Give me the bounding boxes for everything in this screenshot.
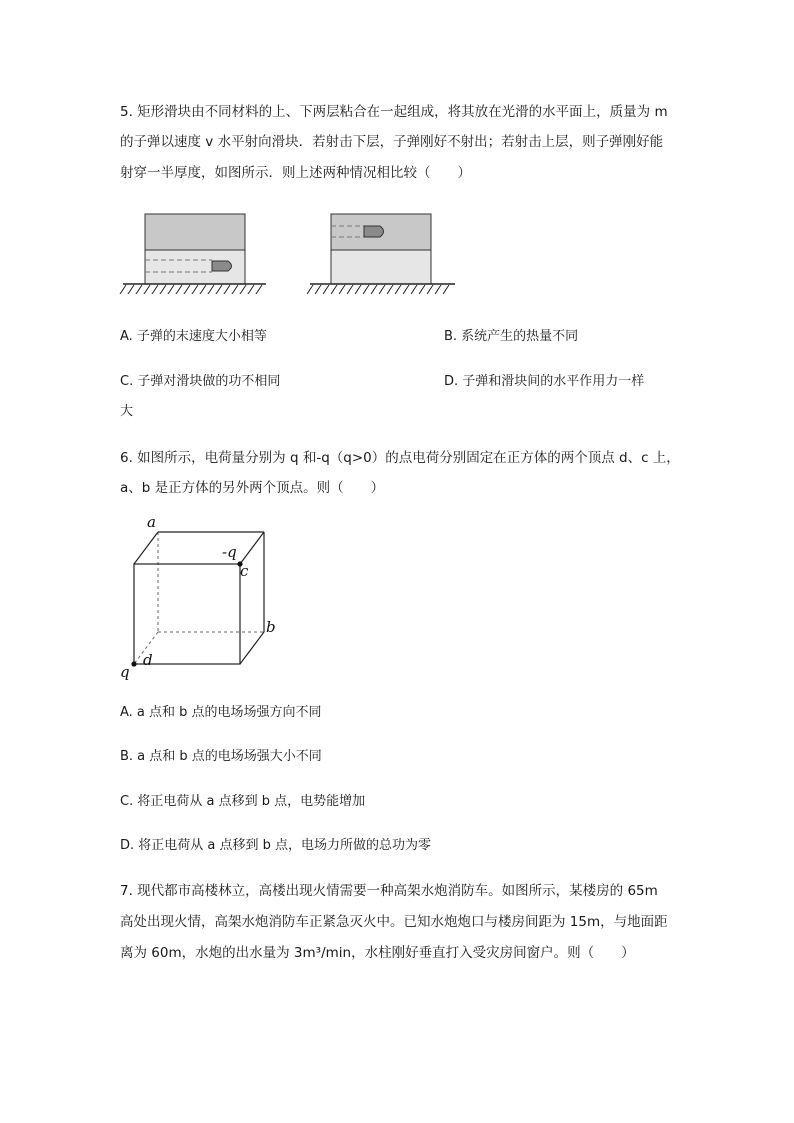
q5-option-c: C. 子弹对滑块做的功不相同 [120, 374, 281, 389]
q6-option-a: A. a 点和 b 点的电场场强方向不同 [120, 705, 322, 720]
q6-option-d: D. 将正电荷从 a 点移到 b 点，电场力所做的总功为零 [120, 838, 432, 853]
charge-label-q: q [120, 663, 130, 681]
q5-option-b: B. 系统产生的热量不同 [444, 329, 579, 344]
q7-stem-line-2: 高处出现火情，高架水炮消防车正紧急灭火中。已知水炮炮口与楼房间距为 15m，与地面距 [120, 914, 668, 930]
q5-stem-line-1: 5. 矩形滑块由不同材料的上、下两层粘合在一起组成，将其放在光滑的水平面上，质量为 m [120, 104, 668, 120]
q6-option-b: B. a 点和 b 点的电场场强大小不同 [120, 749, 322, 764]
q5-stem-line-3: 射穿一半厚度，如图所示．则上述两种情况相比较（ ） [120, 165, 471, 181]
q6-stem-line-2: a、b 是正方体的另外两个顶点。则（ ） [120, 480, 385, 496]
vertex-label-d: d [143, 651, 153, 669]
q5-block-right [331, 214, 431, 284]
q5-option-d-continued: 大 [120, 404, 134, 419]
q5-bullet-upper [364, 226, 384, 237]
q5-figure [118, 210, 463, 300]
q5-stem-line-2: 的子弹以速度 v 水平射向滑块．若射击下层，子弹刚好不射出；若射击上层，则子弹刚好能 [120, 134, 664, 150]
q7-stem-line-3: 离为 60m，水炮的出水量为 3m³/min，水柱刚好垂直打入受灾房间窗户。则（ ） [120, 945, 635, 961]
charge-point-d [131, 661, 136, 666]
q6-option-c: C. 将正电荷从 a 点移到 b 点，电势能增加 [120, 794, 366, 809]
vertex-label-b: b [266, 618, 276, 636]
q5-ground-hatch-right [307, 285, 449, 294]
q5-bullet-lower [212, 261, 232, 271]
q6-stem-line-1: 6. 如图所示，电荷量分别为 q 和-q（q>0）的点电荷分别固定在正方体的两个顶点 d、c 上， [120, 450, 680, 466]
q7-stem-line-1: 7. 现代都市高楼林立，高楼出现火情需要一种高架水炮消防车。如图所示，某楼房的 65m [120, 883, 658, 899]
q5-option-a: A. 子弹的末速度大小相等 [120, 329, 267, 344]
q5-block-left [145, 214, 245, 284]
q5-option-d: D. 子弹和滑块间的水平作用力一样 [444, 374, 645, 389]
q5-ground-hatch-left [120, 285, 262, 294]
charge-label-neg-q: -q [222, 543, 237, 561]
vertex-label-a: a [147, 513, 156, 531]
vertex-label-c: c [240, 562, 249, 580]
q6-cube-figure [116, 512, 291, 682]
